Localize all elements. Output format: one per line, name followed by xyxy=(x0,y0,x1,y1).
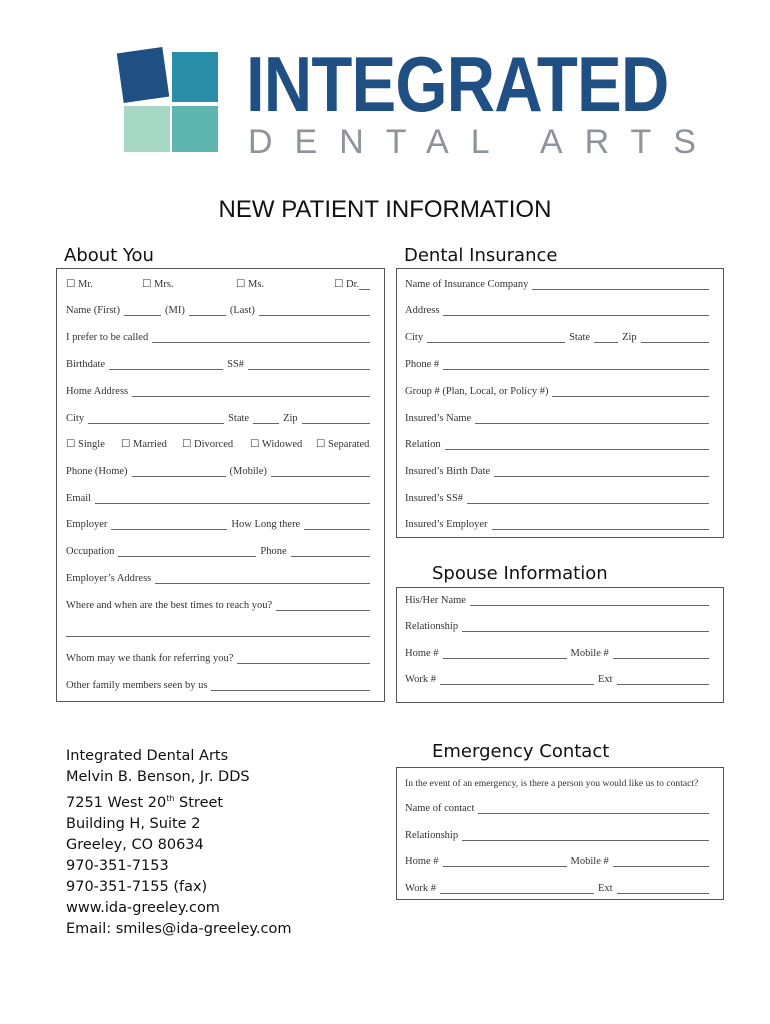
practice-web[interactable]: www.ida-greeley.com xyxy=(66,899,220,916)
emergency-question xyxy=(405,775,715,789)
spouse-relationship-line[interactable] xyxy=(462,621,709,632)
home-address-label: Home Address xyxy=(66,386,129,397)
name-mi-label: (MI) xyxy=(164,305,185,316)
best-times-label: Where and when are the best times to reach you? xyxy=(66,600,273,611)
ins-company-line[interactable] xyxy=(532,279,709,290)
emergency-question-text: In the event of an emergency, is there a person you would like us to contact? xyxy=(405,778,699,789)
spouse-name-field[interactable] xyxy=(405,592,709,606)
ins-group-label: Group # (Plan, Local, or Policy #) xyxy=(405,386,549,397)
prefer-label: I prefer to be called xyxy=(66,332,149,343)
ssn-label: SS# xyxy=(227,359,245,370)
spouse-relationship-field[interactable] xyxy=(405,618,709,632)
emergency-mobile-label: Mobile # xyxy=(570,856,609,867)
street-ordinal: th xyxy=(166,794,175,803)
name-mi-line[interactable] xyxy=(189,305,226,316)
street-suffix: Street xyxy=(174,794,224,811)
best-times-field-2[interactable] xyxy=(66,623,370,637)
phone-label: Phone xyxy=(260,546,287,557)
ins-birth-label: Insured’s Birth Date xyxy=(405,466,491,477)
ins-address-label: Address xyxy=(405,305,440,316)
how-long-label: How Long there xyxy=(231,519,301,530)
ins-birth-field[interactable] xyxy=(405,463,709,477)
practice-email[interactable]: Email: smiles@ida-greeley.com xyxy=(66,920,292,937)
birthdate-line[interactable] xyxy=(109,359,223,370)
ins-city-field[interactable] xyxy=(405,329,709,343)
ins-employer-field[interactable] xyxy=(405,516,709,530)
about-heading: About You xyxy=(64,245,154,266)
emergency-name-label: Name of contact xyxy=(405,803,475,814)
street-main: 7251 West 20 xyxy=(66,794,167,811)
practice-building: Building H, Suite 2 xyxy=(66,815,201,832)
birthdate-field[interactable] xyxy=(66,356,370,370)
spouse-relationship-label: Relationship xyxy=(405,621,459,632)
practice-street xyxy=(66,788,292,814)
zip-label: Zip xyxy=(283,413,298,424)
ins-phone-field[interactable] xyxy=(405,356,709,370)
ins-city-line[interactable] xyxy=(427,332,565,343)
spouse-home-field[interactable] xyxy=(405,645,709,659)
ins-address-field[interactable] xyxy=(405,302,709,316)
how-long-line[interactable] xyxy=(304,519,370,530)
checkbox-divorced[interactable]: ☐ Divorced xyxy=(182,439,234,450)
emergency-name-field[interactable] xyxy=(405,800,709,814)
best-times-line[interactable] xyxy=(276,600,370,611)
ins-address-line[interactable] xyxy=(443,305,709,316)
ins-state-line[interactable] xyxy=(594,332,618,343)
occupation-field[interactable] xyxy=(66,543,370,557)
home-address-field[interactable] xyxy=(66,383,370,397)
ins-zip-line[interactable] xyxy=(641,332,709,343)
checkbox-dr[interactable]: ☐ Dr. xyxy=(334,279,360,290)
family-line[interactable] xyxy=(211,680,370,691)
referring-field[interactable] xyxy=(66,650,370,664)
title-line xyxy=(359,279,370,290)
emergency-home-label: Home # xyxy=(405,856,439,867)
ins-ssn-line[interactable] xyxy=(467,493,709,504)
ins-employer-line[interactable] xyxy=(492,519,709,530)
ins-city-label: City xyxy=(405,332,424,343)
mobile-line[interactable] xyxy=(271,466,370,477)
home-address-line[interactable] xyxy=(132,386,370,397)
zip-line[interactable] xyxy=(302,413,370,424)
ins-company-field[interactable] xyxy=(405,276,709,290)
phone-home-label: Phone (Home) xyxy=(66,466,128,477)
emergency-ext-line[interactable] xyxy=(617,883,709,894)
state-label: State xyxy=(228,413,250,424)
practice-address xyxy=(66,746,292,940)
ins-group-field[interactable] xyxy=(405,383,709,397)
name-field[interactable] xyxy=(66,302,370,316)
spouse-home-label: Home # xyxy=(405,648,439,659)
ssn-line[interactable] xyxy=(248,359,370,370)
ins-relation-line[interactable] xyxy=(445,439,709,450)
name-first-line[interactable] xyxy=(124,305,161,316)
ins-insured-name-line[interactable] xyxy=(475,413,709,424)
ins-state-label: State xyxy=(569,332,591,343)
phone-home-field[interactable] xyxy=(66,463,370,477)
ins-zip-label: Zip xyxy=(622,332,637,343)
mobile-label: (Mobile) xyxy=(229,466,267,477)
email-field[interactable] xyxy=(66,490,370,504)
prefer-line[interactable] xyxy=(152,332,370,343)
checkbox-mr[interactable]: ☐ Mr. xyxy=(66,279,93,290)
emergency-relationship-label: Relationship xyxy=(405,830,459,841)
spouse-heading: Spouse Information xyxy=(432,563,608,584)
ins-insured-name-field[interactable] xyxy=(405,410,709,424)
logo-square-teal xyxy=(172,52,218,102)
ins-relation-label: Relation xyxy=(405,439,441,450)
ins-insured-name-label: Insured’s Name xyxy=(405,413,472,424)
prefer-field[interactable] xyxy=(66,329,370,343)
checkbox-married[interactable]: ☐ Married xyxy=(121,439,167,450)
ins-ssn-label: Insured’s SS# xyxy=(405,493,464,504)
emergency-work-field[interactable] xyxy=(405,880,709,894)
employer-label: Employer xyxy=(66,519,108,530)
spouse-work-label: Work # xyxy=(405,674,436,685)
spouse-mobile-label: Mobile # xyxy=(570,648,609,659)
practice-doctor: Melvin B. Benson, Jr. DDS xyxy=(66,769,250,785)
emergency-relationship-line[interactable] xyxy=(462,830,709,841)
emergency-ext-label: Ext xyxy=(597,883,613,894)
employer-field[interactable] xyxy=(66,516,370,530)
emergency-mobile-line[interactable] xyxy=(613,856,709,867)
spouse-work-line[interactable] xyxy=(440,674,594,685)
practice-name: Integrated Dental Arts xyxy=(66,748,229,764)
phone-home-line[interactable] xyxy=(132,466,226,477)
logo-square-navy xyxy=(117,47,170,103)
spouse-ext-label: Ext xyxy=(597,674,613,685)
family-label: Other family members seen by us xyxy=(66,680,208,691)
spouse-name-label: His/Her Name xyxy=(405,595,466,606)
spouse-mobile-line[interactable] xyxy=(613,648,709,659)
employer-address-label: Employer’s Address xyxy=(66,573,152,584)
employer-address-field[interactable] xyxy=(66,570,370,584)
birthdate-label: Birthdate xyxy=(66,359,106,370)
family-field[interactable] xyxy=(66,677,370,691)
spouse-work-field[interactable] xyxy=(405,671,709,685)
ins-ssn-field[interactable] xyxy=(405,490,709,504)
ins-relation-field[interactable] xyxy=(405,436,709,450)
city-line[interactable] xyxy=(88,413,224,424)
city-label: City xyxy=(66,413,85,424)
logo-wordmark: INTEGRATED xyxy=(246,40,669,128)
logo-square-mint xyxy=(124,106,170,152)
practice-city: Greeley, CO 80634 xyxy=(66,836,204,853)
emergency-work-label: Work # xyxy=(405,883,436,894)
emergency-name-line[interactable] xyxy=(478,803,709,814)
checkbox-mrs[interactable]: ☐ Mrs. xyxy=(142,279,174,290)
city-field[interactable] xyxy=(66,410,370,424)
practice-fax: 970-351-7155 (fax) xyxy=(66,878,208,895)
phone-line[interactable] xyxy=(291,546,370,557)
state-line[interactable] xyxy=(253,413,279,424)
referring-label: Whom may we thank for referring you? xyxy=(66,653,234,664)
checkbox-widowed[interactable]: ☐ Widowed xyxy=(250,439,303,450)
logo-subtitle: DENTAL ARTS xyxy=(248,123,718,161)
name-first-label: Name (First) xyxy=(66,305,120,316)
emergency-home-field[interactable] xyxy=(405,853,709,867)
practice-phone: 970-351-7153 xyxy=(66,857,169,874)
ins-group-line[interactable] xyxy=(552,386,709,397)
checkbox-separated[interactable]: ☐ Separated xyxy=(316,439,370,450)
ins-company-label: Name of Insurance Company xyxy=(405,279,529,290)
ins-phone-label: Phone # xyxy=(405,359,440,370)
spouse-home-line[interactable] xyxy=(443,648,567,659)
emergency-heading: Emergency Contact xyxy=(432,741,610,762)
best-times-line-2[interactable] xyxy=(66,626,370,637)
spouse-name-line[interactable] xyxy=(470,595,709,606)
emergency-relationship-field[interactable] xyxy=(405,827,709,841)
title-row xyxy=(66,276,370,290)
logo-square-seafoam xyxy=(172,106,218,152)
name-last-label: (Last) xyxy=(229,305,255,316)
occupation-line[interactable] xyxy=(118,546,256,557)
employer-line[interactable] xyxy=(111,519,227,530)
emergency-home-line[interactable] xyxy=(443,856,567,867)
spouse-ext-line[interactable] xyxy=(617,674,709,685)
insurance-heading: Dental Insurance xyxy=(404,245,558,266)
occupation-label: Occupation xyxy=(66,546,115,557)
ins-employer-label: Insured’s Employer xyxy=(405,519,488,530)
best-times-field[interactable] xyxy=(66,597,370,611)
name-last-line[interactable] xyxy=(259,305,370,316)
page-title: NEW PATIENT INFORMATION xyxy=(218,196,552,223)
marital-row xyxy=(66,436,376,450)
checkbox-single[interactable]: ☐ Single xyxy=(66,439,105,450)
ins-phone-line[interactable] xyxy=(443,359,709,370)
checkbox-ms[interactable]: ☐ Ms. xyxy=(236,279,265,290)
employer-address-line[interactable] xyxy=(155,573,370,584)
email-label: Email xyxy=(66,493,92,504)
email-line[interactable] xyxy=(95,493,370,504)
emergency-work-line[interactable] xyxy=(440,883,594,894)
referring-line[interactable] xyxy=(237,653,370,664)
ins-birth-line[interactable] xyxy=(494,466,709,477)
